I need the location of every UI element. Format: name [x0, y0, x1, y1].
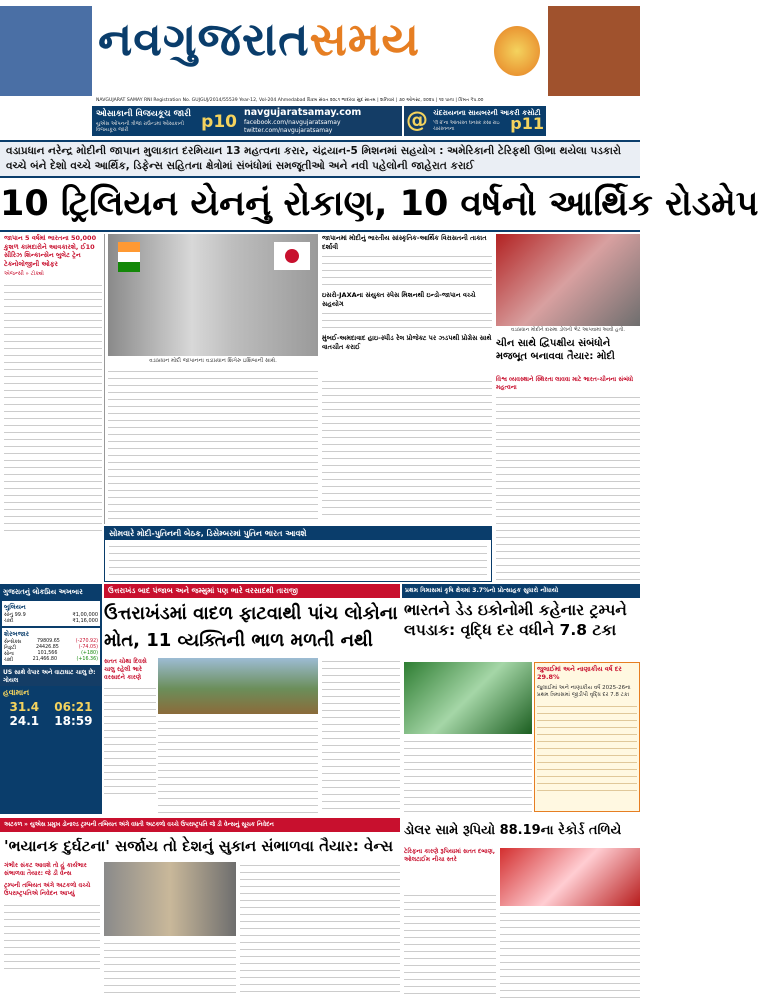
- vance-story: [0, 834, 400, 860]
- left-column: [4, 234, 102, 569]
- gdp-body-text: [404, 738, 532, 814]
- gdp-box-text: જુલાઈમાં અને નાણાકીય વર્ષ 2025-26ના પ્રથમ ત્રિમાસમાં જીડીપી વૃદ્ધિ દર 7.8 ટકા: [537, 685, 631, 698]
- promo-title: ઓસાકાની વિજયકૂચ જારી: [96, 109, 191, 119]
- website-link[interactable]: navgujaratsamay.com: [244, 107, 362, 118]
- sidebar-item: ઇસરો-JAXAના સંયુક્ત સ્પેસ મિશનથી ઇન્ડો-જાપાન વચ્ચે સહયોગ: [322, 291, 476, 308]
- main-headline: [0, 182, 759, 228]
- top-strip: [0, 140, 640, 178]
- masthead-photo-right: [548, 6, 640, 96]
- flood-caption: સતત ચોથા દિવસે ચાલુ રહેલી ભારે વરસાદને કારણે: [104, 658, 147, 681]
- sunrise-time: 06:21: [54, 700, 93, 714]
- vance-bullet: ગંભીર સંકટ આવશે તો હું કાર્યભાર સંભાળવા તૈયાર: જે ડી વેન્સ: [4, 862, 87, 877]
- dollar-headline: ડોલર સામે રૂપિયો 88.19ના રેકોર્ડ તળિયે: [404, 823, 622, 838]
- sidebar-header: ગુજરાતનું લોકપ્રિય અખબાર: [3, 588, 83, 596]
- gdp-chart-photo: [404, 662, 532, 734]
- gdp-box-body: [537, 703, 637, 793]
- facebook-link[interactable]: facebook.com/navgujaratsamay: [244, 119, 341, 126]
- flood-body-text: [104, 685, 156, 800]
- market-change: (-270.92): [75, 639, 98, 644]
- market-name: સોના: [4, 652, 14, 657]
- modi-ishiba-photo: [108, 234, 318, 356]
- lion-logo: [494, 26, 540, 76]
- putin-box-head: સોમવારે મોદી-પુતિનની બેઠક, ડિસેમ્બરમાં પુતિન ભારત આવશે: [105, 527, 491, 540]
- bullion-value: ₹1,16,000: [72, 618, 98, 624]
- temp-min: 24.1: [9, 714, 40, 728]
- sidebar-body-text: [322, 310, 492, 332]
- photo-caption-right: વડાપ્રધાન મોદીને દારુમા ડોલની ભેટ આપવામાં આવી હતી.: [511, 327, 625, 333]
- masthead-photo-left: [0, 6, 92, 96]
- market-name: ચાંદી: [4, 658, 14, 663]
- dateline: એજન્સી » ટોક્યો: [4, 271, 44, 277]
- dollar-story: [404, 818, 640, 846]
- promo-sub: 'લૅ ૨'ના આંતરસ્ત ઘનસ્ક કસા રાઇ ચારસ્તનના: [433, 121, 500, 132]
- daruma-doll-photo: [496, 234, 640, 326]
- bottom-bar-text: અટકળ » યુએસ પ્રમુખ ડોનાલ્ડ ટ્રમ્પની તબિયત અંગે વધતી અટકળો વચ્ચે ઉપરાષ્ટ્રપતિ જે ડી વેન્સનું સૂચક નિવેદન: [4, 822, 274, 828]
- middle-sidebar: [322, 234, 492, 374]
- market-value: 101,566: [37, 651, 58, 656]
- china-story: [496, 338, 640, 378]
- bullion-title: બુલિયન: [4, 603, 26, 611]
- lead-body-text: [4, 282, 102, 537]
- promo-sub: યુએસ ઓપનની ત્રીજા રાઉન્ડમાં ઓસાકાની વિજયકૂચ જારી: [96, 121, 185, 133]
- putin-box: [104, 526, 492, 582]
- strip-punjab: [104, 584, 400, 598]
- market-name: સેન્સેક્સ: [4, 640, 22, 645]
- vance-bullet: ટ્રમ્પની તબિયત અંગે અટકળો વચ્ચે ઉપરાષ્ટ્રપતિએ નિવેદન આપ્યું: [4, 882, 91, 897]
- sidebar-item: મુંબઈ-અમદાવાદ હાઇ-સ્પીડ રેલ પ્રોજેક્ટ પર ઝડપથી પ્રોગ્રેસ સાથે વાતચીત કરાઈ: [322, 334, 492, 351]
- market-name: નિફ્ટી: [4, 646, 17, 651]
- top-strip-text: વડાપ્રધાન નરેન્દ્ર મોદીની જાપાન મુલાકાત દરમિયાન 13 મહત્વના કરાર, ચંદ્રયાન-5 મિશનમાં સહયોગ : અમેરિકાની ટેરિફથી ઊભા થયેલા પડકારો વચ્ચે બંને દેશો વચ્ચે આર્થિક, ડિફેન્સ સહિતના ક્ષેત્રોમાં સંબંધોમાં સમજૂતીઓ અને નવી પહેલોની જાહેરાત કરાઈ: [6, 145, 621, 172]
- left-sidebar: [0, 584, 102, 814]
- putin-box-text: [109, 543, 487, 579]
- main-body-text-2: [322, 378, 492, 520]
- japan-flag-icon: [274, 242, 310, 270]
- china-body-text: [496, 394, 640, 580]
- us-trade-note: US સાથે વેપાર અને વાટાઘાટ ચાલુ છે: ગોયલ: [0, 667, 102, 686]
- bullion-value: ₹1,00,000: [72, 612, 98, 618]
- china-sub: વિશ્વ વ્યવસ્થાને સ્થિરતા લાવવા માટે ભારત-ચીનના સંબંધો મહત્વના: [496, 376, 634, 391]
- masthead-title-left: નવગુજરાત: [98, 12, 310, 66]
- market-change: (-74.05): [78, 645, 98, 650]
- flood-photo: [158, 658, 318, 714]
- bottom-bar: [0, 818, 400, 832]
- vance-headline: 'ભયાનક દુર્ઘટના' સર્જાય તો દેશનું સુકાન સંભાળવા તૈયાર: વેન્સ: [4, 837, 394, 855]
- promo-social[interactable]: [240, 106, 402, 136]
- vance-body-text-3: [240, 862, 400, 998]
- masthead-meta: NAVGUJARAT SAMAY RNI Registration No. GUJGUJ/2014/55539 Year-12, Vol-204 Ahmedabad વિક્રમ સંવત ૨૦૮૧ ભાદરવા સુદ સાતમ | શનિવાર | ૩૦ ઓગસ્ટ, ૨૦૨૫ | ૧૨ પાના | કિંમત ₹૫.૦૦: [96, 98, 484, 103]
- china-headline: ચીન સાથે દ્વિપક્ષીય સંબંધોને મજબૂત બનાવવા તૈયાર: મોદી: [496, 338, 615, 362]
- market-change: (+16.36): [76, 657, 98, 662]
- uttarakhand-headline: ઉત્તરાખંડમાં વાદળ ફાટવાથી પાંચ લોકોના મોત, 11 વ્યક્તિની ભાળ મળતી નથી: [104, 603, 398, 651]
- promo-chandrayaan[interactable]: [430, 106, 546, 136]
- vance-body-text-2: [104, 940, 236, 998]
- sensex-title: શેરબજાર: [4, 630, 29, 638]
- uttarakhand-story: [104, 600, 400, 656]
- strip-agri-text: પ્રથમ ત્રિમાસમાં કૃષિ ક્ષેત્રમાં 3.7%નો પ્રોત્સાહક સુધારો નોંધાયો: [405, 587, 559, 594]
- sidebar-item: જાપાનમાં મોદીનું ભારતીય સાંસ્કૃતિક-આર્થિક વિરાસતની તાકાત દર્શાવી: [322, 234, 487, 251]
- promo-page: p10: [201, 112, 237, 132]
- bullion-label: ચાંદી: [4, 618, 14, 624]
- lead-bullet: જાપાન 5 વર્ષમાં ભારતના 50,000 કુશળ કામદારોને આવકારશે, ઈ10 સીરિઝ શિન્કાન્સેન બુલેટ ટ્રેન ટેક્નોલોજીની ઓફર: [4, 234, 97, 268]
- bullion-label: સોનું 99.9: [4, 612, 26, 618]
- masthead: [0, 0, 640, 100]
- rupee-photo: [500, 848, 640, 906]
- photo-caption: વડાપ્રધાન મોદી જાપાનના વડાપ્રધાન શિગેરુ ઇશિબાની સાથે.: [149, 358, 277, 364]
- twitter-link[interactable]: twitter.com/navgujaratsamay: [244, 127, 333, 134]
- column-divider: [104, 234, 105, 524]
- india-flag-icon: [118, 242, 140, 272]
- sunset-time: 18:59: [54, 714, 93, 728]
- market-change: (+180): [81, 651, 98, 656]
- main-headline-text: 10 ટ્રિલિયન યેનનું રોકાણ, 10 વર્ષનો આર્થિક રોડમેપ: [0, 184, 759, 224]
- masthead-title: [98, 12, 420, 68]
- gdp-box-head: જુલાઈમાં અને નાણાકીય વર્ષ દર 29.8%: [537, 665, 622, 681]
- vance-body-text: [4, 902, 100, 974]
- weather-title: હવામાન: [3, 688, 30, 697]
- dollar-sub-text: ટેરિફના કારણે રૂપિયામાં સતત દબાણ, ઓલટાઈમ નીચા સ્તરે: [404, 848, 496, 863]
- uttarakhand-caption-box: [104, 658, 156, 814]
- uttarakhand-body-text-2: [322, 658, 400, 814]
- divider: [0, 230, 640, 232]
- gdp-story: [404, 600, 640, 660]
- promo-title: ચંદરાયનના સાયબરની આકરી કસોટી: [433, 109, 541, 117]
- vance-bullets: [4, 862, 100, 998]
- promo-page: p11: [510, 114, 544, 133]
- dollar-sub: [404, 848, 496, 888]
- temp-max: 31.4: [9, 700, 40, 714]
- sidebar-body-text: [322, 253, 492, 289]
- market-value: 79809.65: [36, 639, 60, 644]
- dollar-body-text-2: [500, 910, 640, 998]
- dollar-body-text: [404, 892, 496, 998]
- uttarakhand-body-text: [158, 718, 318, 814]
- strip-agri: [402, 584, 640, 598]
- strip-punjab-text: ઉત્તરાખંડ બાદ પંજાબ અને જમ્મુમાં પણ ભારે વરસાદથી તારાજી: [108, 586, 298, 595]
- at-icon: @: [404, 106, 430, 136]
- market-value: 24426.85: [35, 645, 59, 650]
- gdp-box: [534, 662, 640, 812]
- masthead-title-right: સમય: [309, 12, 420, 66]
- promo-osaka[interactable]: [92, 106, 240, 136]
- main-body-text: [108, 368, 318, 520]
- gdp-headline: ભારતને ડેડ ઇકોનોમી કહેનાર ટ્રમ્પને લપડાક: વૃદ્ધિ દર વધીને 7.8 ટકા: [404, 601, 627, 639]
- vance-photo: [104, 862, 236, 936]
- market-value: 21,466.80: [32, 657, 57, 662]
